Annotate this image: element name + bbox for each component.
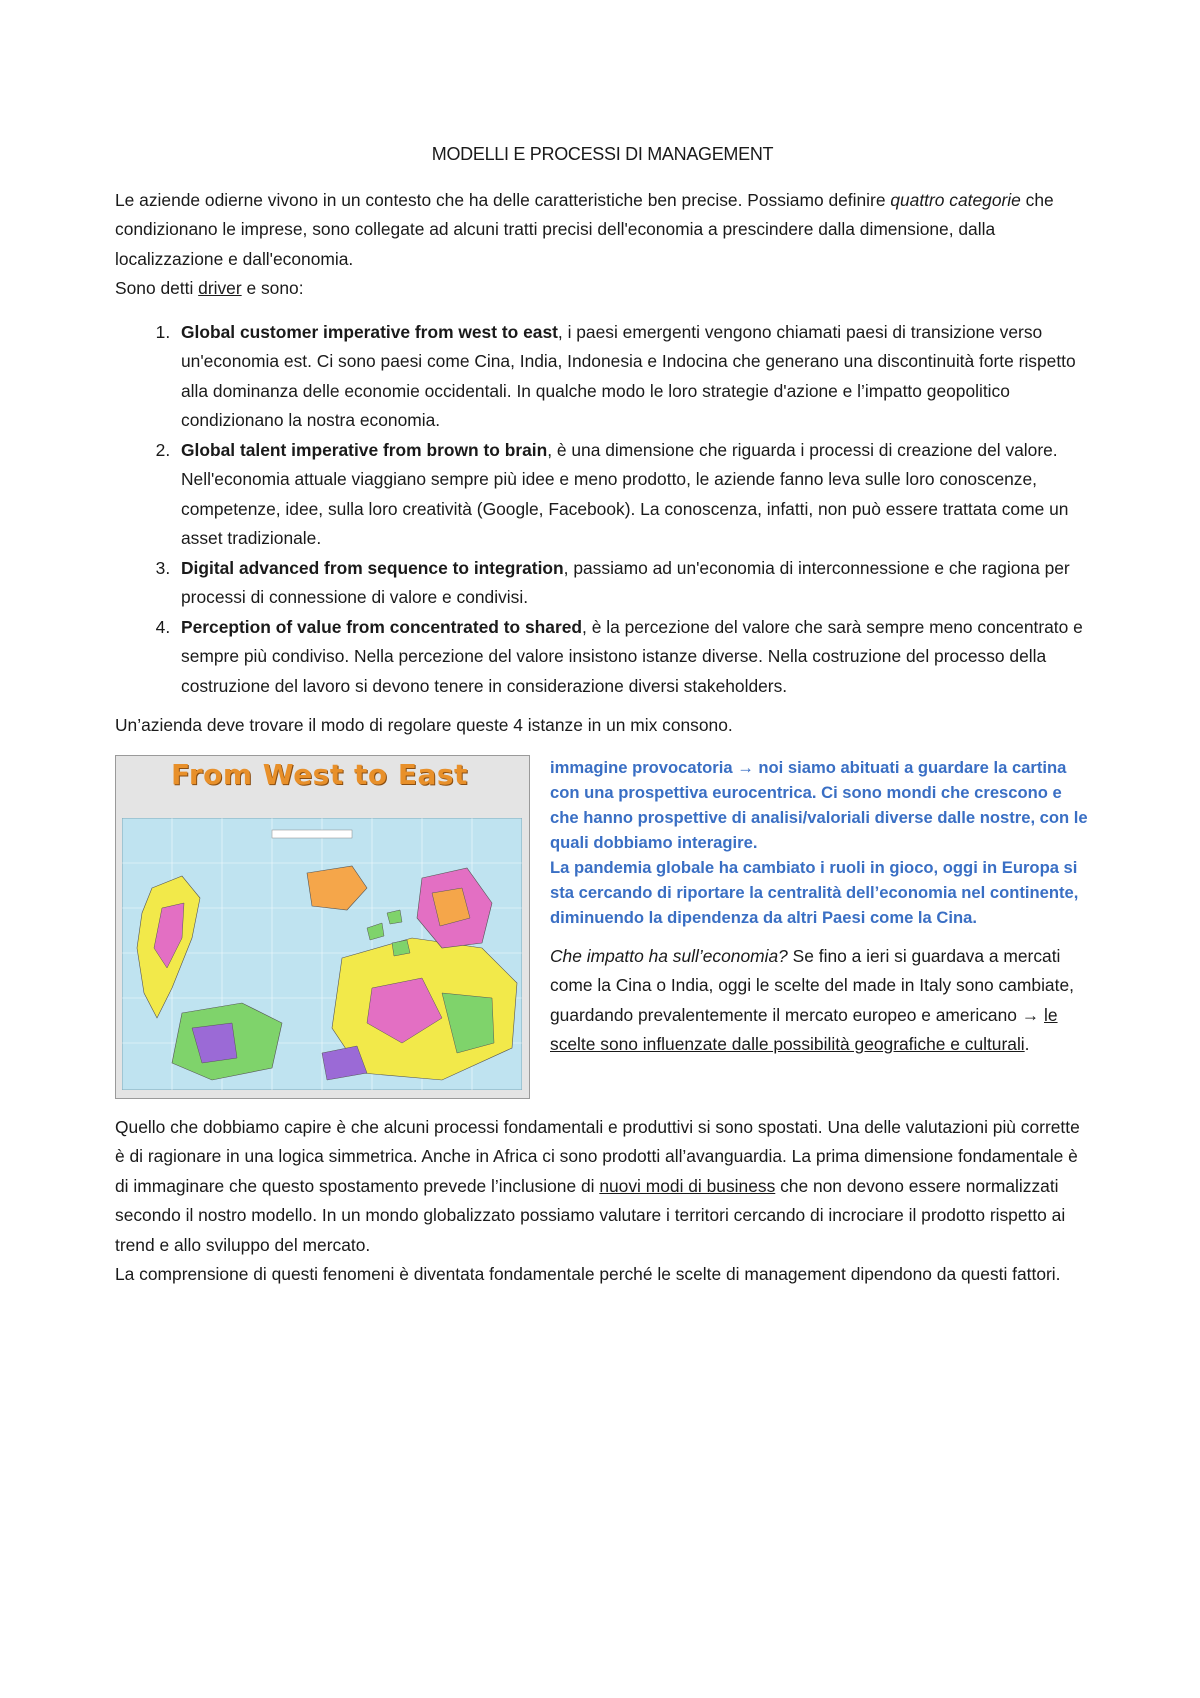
blue-note-2: La pandemia globale ha cambiato i ruoli in gioco, oggi in Europa si sta cercando di riportare la centralità dell’economia nel continente, diminuendo la dipendenza da altri Paesi come la Cina. xyxy=(550,857,1079,927)
impact-question: Che impatto ha sull’economia? xyxy=(550,945,788,966)
list-item xyxy=(175,554,1090,613)
impact-end: . xyxy=(1024,1034,1030,1054)
impact-underline: le scelte sono influenzate dalle possibilità geografiche e culturali xyxy=(550,1004,1058,1054)
closing-paragraph: Un’azienda deve trovare il modo di regolare queste 4 istanze in un mix consono. xyxy=(115,715,733,735)
list-item xyxy=(175,613,1090,702)
driver-name: Global customer imperative from west to east xyxy=(181,321,558,342)
map-image xyxy=(115,755,530,1099)
page-title: MODELLI E PROCESSI DI MANAGEMENT xyxy=(431,144,774,164)
driver-text: , passiamo ad un'economia di interconnessione e che ragiona per processi di connessione di valore e condivisi. xyxy=(181,557,1070,607)
conclusion-text: Quello che dobbiamo capire è che alcuni processi fondamentali e produttivi si sono spostati. Una delle valutazioni più corrette è di ragionare in una logica simmetrica. Anche in Africa ci sono prodotti all’avanguardia. La prima dimensione fondamentale è di immaginare che questo spostamento prevede l’inclusione di xyxy=(115,1116,1080,1196)
map-legend-box xyxy=(272,830,352,838)
drivers-list xyxy=(115,318,1090,702)
map-commentary xyxy=(550,755,1090,1099)
driver-text: , è la percezione del valore che sarà sempre meno concentrato e sempre più condiviso. Nella percezione del valore insistono istanze diverse. Nella costruzione del processo della costruzione del lavoro si devono tenere in considerazione diversi stakeholders. xyxy=(181,616,1083,696)
impact-paragraph xyxy=(550,942,1090,1060)
document-content xyxy=(115,140,1090,1290)
impact-text: Se fino a ieri si guardava a mercati come la Cina o India, oggi le scelte del made in Italy sono cambiate, guardando prevalentemente il mercato europeo e americano → xyxy=(550,945,1074,1025)
intro-text: Le aziende odierne vivono in un contesto che ha delle caratteristiche ben precise. Possiamo definire xyxy=(115,189,891,210)
figure-row xyxy=(115,755,1090,1099)
intro-emphasis: quattro categorie xyxy=(890,189,1021,210)
driver-name: Perception of value from concentrated to shared xyxy=(181,616,583,637)
driver-name: Digital advanced from sequence to integration xyxy=(181,557,564,578)
intro-text-cont: che condizionano le imprese, sono collegate ad alcuni tratti precisi dell'economia a prescindere dalla dimensione, dalla localizzazione e dall'economia. xyxy=(115,189,1054,269)
blue-note-1: immagine provocatoria → noi siamo abituati a guardare la cartina con una prospettiva eurocentrica. Ci sono mondi che crescono e che hanno prospettive di analisi/valoriali diverse dalle nostre, con le quali dobbiamo interagire. xyxy=(550,757,1088,852)
drivers-term: driver xyxy=(198,278,242,298)
conclusion-text-cont: che non devono essere normalizzati secondo il nostro modello. In un mondo globalizzato possiamo valutare i territori cercando di incrociare il prodotto rispetto ai trend e allo sviluppo del mercato. xyxy=(115,1175,1066,1255)
conclusion-underline: nuovi modi di business xyxy=(599,1175,776,1196)
list-item xyxy=(175,318,1090,436)
conclusion-paragraph xyxy=(115,1113,1090,1290)
upside-down-world-map xyxy=(122,818,522,1090)
driver-text: , è una dimensione che riguarda i processi di creazione del valore. Nell'economia attuale viaggiano sempre più idee e meno prodotto, le aziende fanno leva sulle loro conoscenze, competenze, idee, sulla loro creatività (Google, Facebook). La conoscenza, infatti, non può essere trattata come un asset tradizionale. xyxy=(181,439,1069,548)
final-sentence: La comprensione di questi fenomeni è diventata fondamentale perché le scelte di management dipendono da questi fattori. xyxy=(115,1264,1061,1284)
drivers-intro-end: e sono: xyxy=(241,278,304,298)
list-item xyxy=(175,436,1090,554)
intro-paragraph xyxy=(115,186,1090,304)
drivers-intro: Sono detti xyxy=(115,278,199,298)
driver-text: , i paesi emergenti vengono chiamati paesi di transizione verso un'economia est. Ci sono paesi come Cina, India, Indonesia e Indocina che generano una discontinuità forte rispetto alla dominanza delle economie occidentali. In qualche modo le loro strategie d'azione e l’impatto geopolitico condizionano la nostra economia. xyxy=(181,321,1076,430)
driver-name: Global talent imperative from brown to brain xyxy=(181,439,548,460)
map-title: From West to East xyxy=(171,757,468,791)
